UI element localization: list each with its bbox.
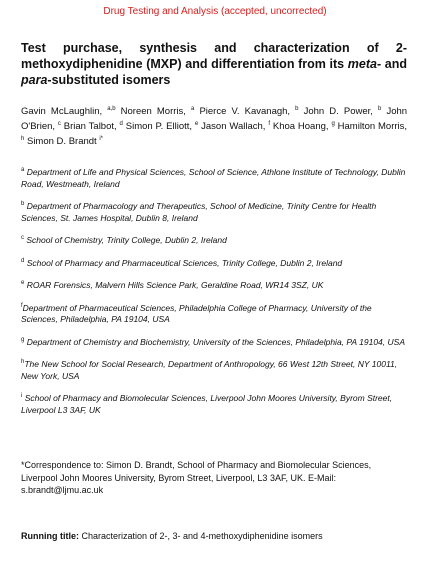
affiliation: $^i$ School of Pharmacy and Biomolecular Sciences, Liverpool John Moores University, Byrom Street, Liverpool L3 3AF, UK <box>21 393 393 415</box>
author: Hamilton Morris, $^h$ <box>21 121 408 142</box>
title-para: para <box>21 73 48 87</box>
author: John D. Power, $^b$ <box>303 105 382 117</box>
affiliation: $^e$ ROAR Forensics, Malvern Hills Science Park, Geraldine Road, WR14 3SZ, UK <box>21 280 324 290</box>
title-meta: meta <box>347 57 377 71</box>
title-part-2: - and <box>376 57 408 71</box>
affiliation: $^a$ Department of Life and Physical Sciences, School of Science, Athlone Institute of Technology, Dublin Road, Westmeath, Ireland <box>21 167 406 189</box>
affiliation: $^b$ Department of Pharmacology and Therapeutics, School of Medicine, Trinity Centre for Health Sciences, St. James Hospital, Dublin 8, Ireland <box>21 201 377 223</box>
title-part-1: Test purchase, synthesis and characterization of 2-methoxydiphenidine (MXP) and differentiation from its <box>21 41 407 71</box>
affiliation: $^h$The New School for Social Research, Department of Anthropology, 66 West 12th Street, NY 10011, New York, USA <box>21 359 398 381</box>
running-title-label: Running title: <box>21 531 79 541</box>
running-title <box>21 531 407 541</box>
author-list <box>21 104 407 149</box>
paper-title <box>21 40 407 88</box>
author: Khoa Hoang, $^g$ <box>272 120 335 132</box>
affiliation: $^c$ School of Chemistry, Trinity College, Dublin 2, Ireland <box>21 235 227 245</box>
author: Gavin McLaughlin, $^{a,b}$ <box>21 105 116 117</box>
affiliation: $^d$ School of Pharmacy and Pharmaceutical Sciences, Trinity College, Dublin 2, Ireland <box>21 257 343 268</box>
correspondence: *Correspondence to: Simon D. Brandt, School of Pharmacy and Biomolecular Sciences, Liverpool John Moores University, Byrom Street, Liverpool, L3 3AF, UK. E-Mail: s.brandt@ljmu.ac.uk <box>21 460 372 495</box>
affiliation: $^f$Department of Pharmaceutical Sciences, Philadelphia College of Pharmacy, University of the Sciences, Philadelphia, PA 19104, USA <box>21 302 372 324</box>
journal-header: Drug Testing and Analysis (accepted, uncorrected) <box>103 6 327 17</box>
author: Simon P. Elliott, $^e$ <box>125 120 199 132</box>
author: Pierce V. Kavanagh, $^b$ <box>199 105 299 117</box>
author: John O'Brien, $^c$ <box>21 106 408 132</box>
author: Simon D. Brandt $^{i*}$ <box>26 135 103 147</box>
author: Noreen Morris, $^a$ <box>120 105 195 117</box>
affiliation-list <box>21 167 407 427</box>
title-part-3: -substituted isomers <box>47 73 171 87</box>
running-title-text: Characterization of 2-, 3- and 4-methoxydiphenidine isomers <box>79 531 323 541</box>
affiliation: $^g$ Department of Chemistry and Biochemistry, University of the Sciences, Philadelphia, PA 19104, USA <box>21 336 405 347</box>
author: Jason Wallach, $^f$ <box>201 120 270 132</box>
author: Brian Talbot, $^d$ <box>63 120 123 132</box>
